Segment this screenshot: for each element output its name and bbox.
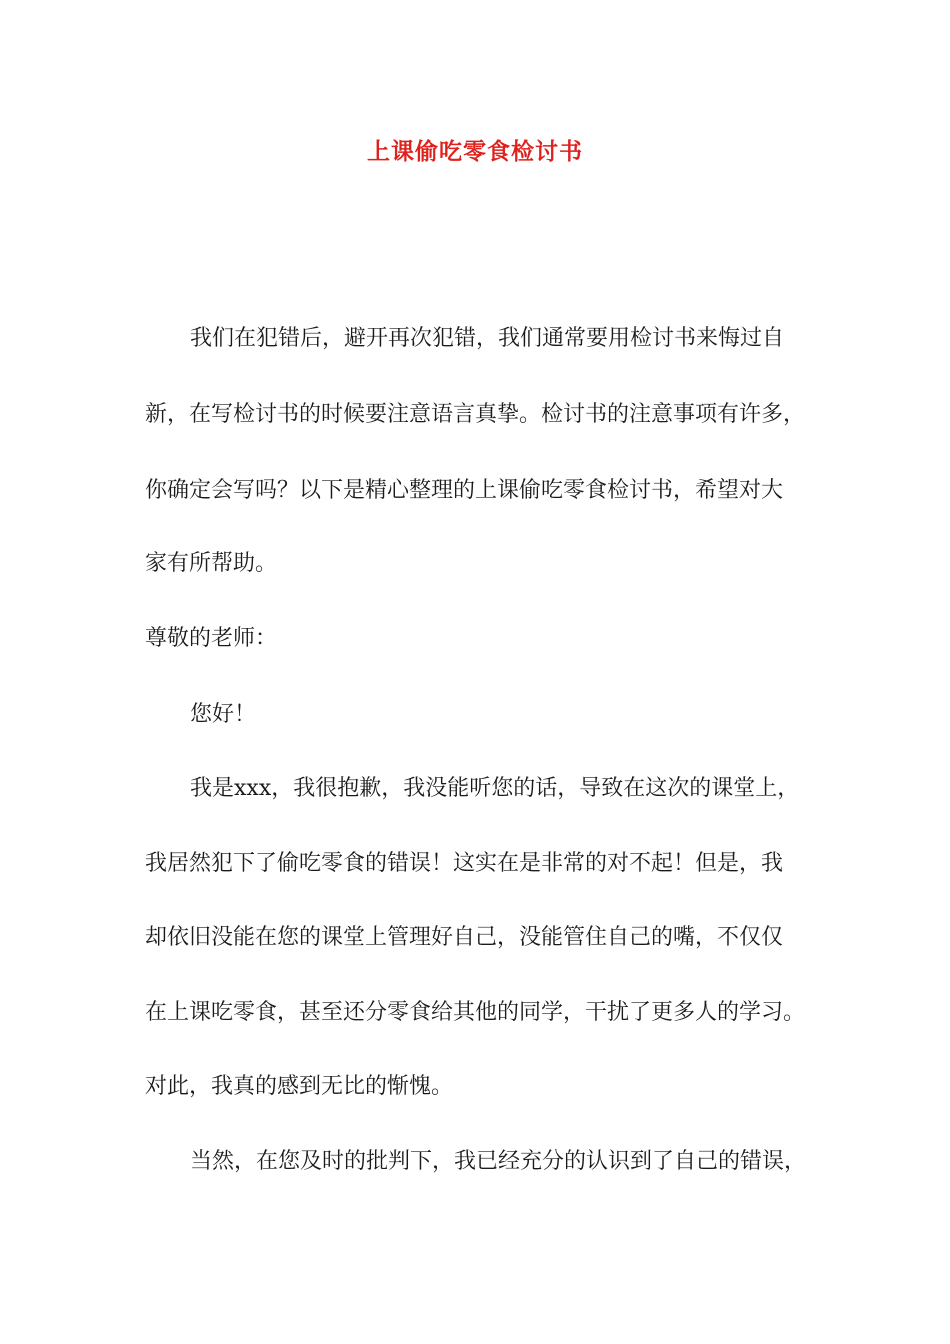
paragraph-line: 我是xxx，我很抱歉，我没能听您的话，导致在这次的课堂上， — [190, 776, 800, 801]
salutation-line: 尊敬的老师： — [145, 626, 278, 651]
paragraph-line: 家有所帮助。 — [145, 551, 278, 576]
paragraph-line: 却依旧没能在您的课堂上管理好自己，没能管住自己的嘴，不仅仅 — [145, 925, 784, 950]
paragraph-line: 我们在犯错后，避开再次犯错，我们通常要用检讨书来悔过自 — [190, 326, 785, 351]
greeting-line: 您好！ — [190, 702, 257, 727]
paragraph-line: 对此，我真的感到无比的惭愧。 — [145, 1074, 454, 1099]
paragraph-line: 你确定会写吗？以下是精心整理的上课偷吃零食检讨书，希望对大 — [145, 478, 784, 503]
paragraph-line: 在上课吃零食，甚至还分零食给其他的同学，干扰了更多人的学习。 — [145, 1000, 806, 1025]
document-title: 上课偷吃零食检讨书 — [367, 139, 583, 165]
paragraph-line: 当然，在您及时的批判下，我已经充分的认识到了自己的错误， — [190, 1149, 807, 1174]
paragraph-line: 我居然犯下了偷吃零食的错误！这实在是非常的对不起！但是，我 — [145, 851, 784, 876]
paragraph-line: 新，在写检讨书的时候要注意语言真挚。检讨书的注意事项有许多， — [145, 402, 806, 427]
